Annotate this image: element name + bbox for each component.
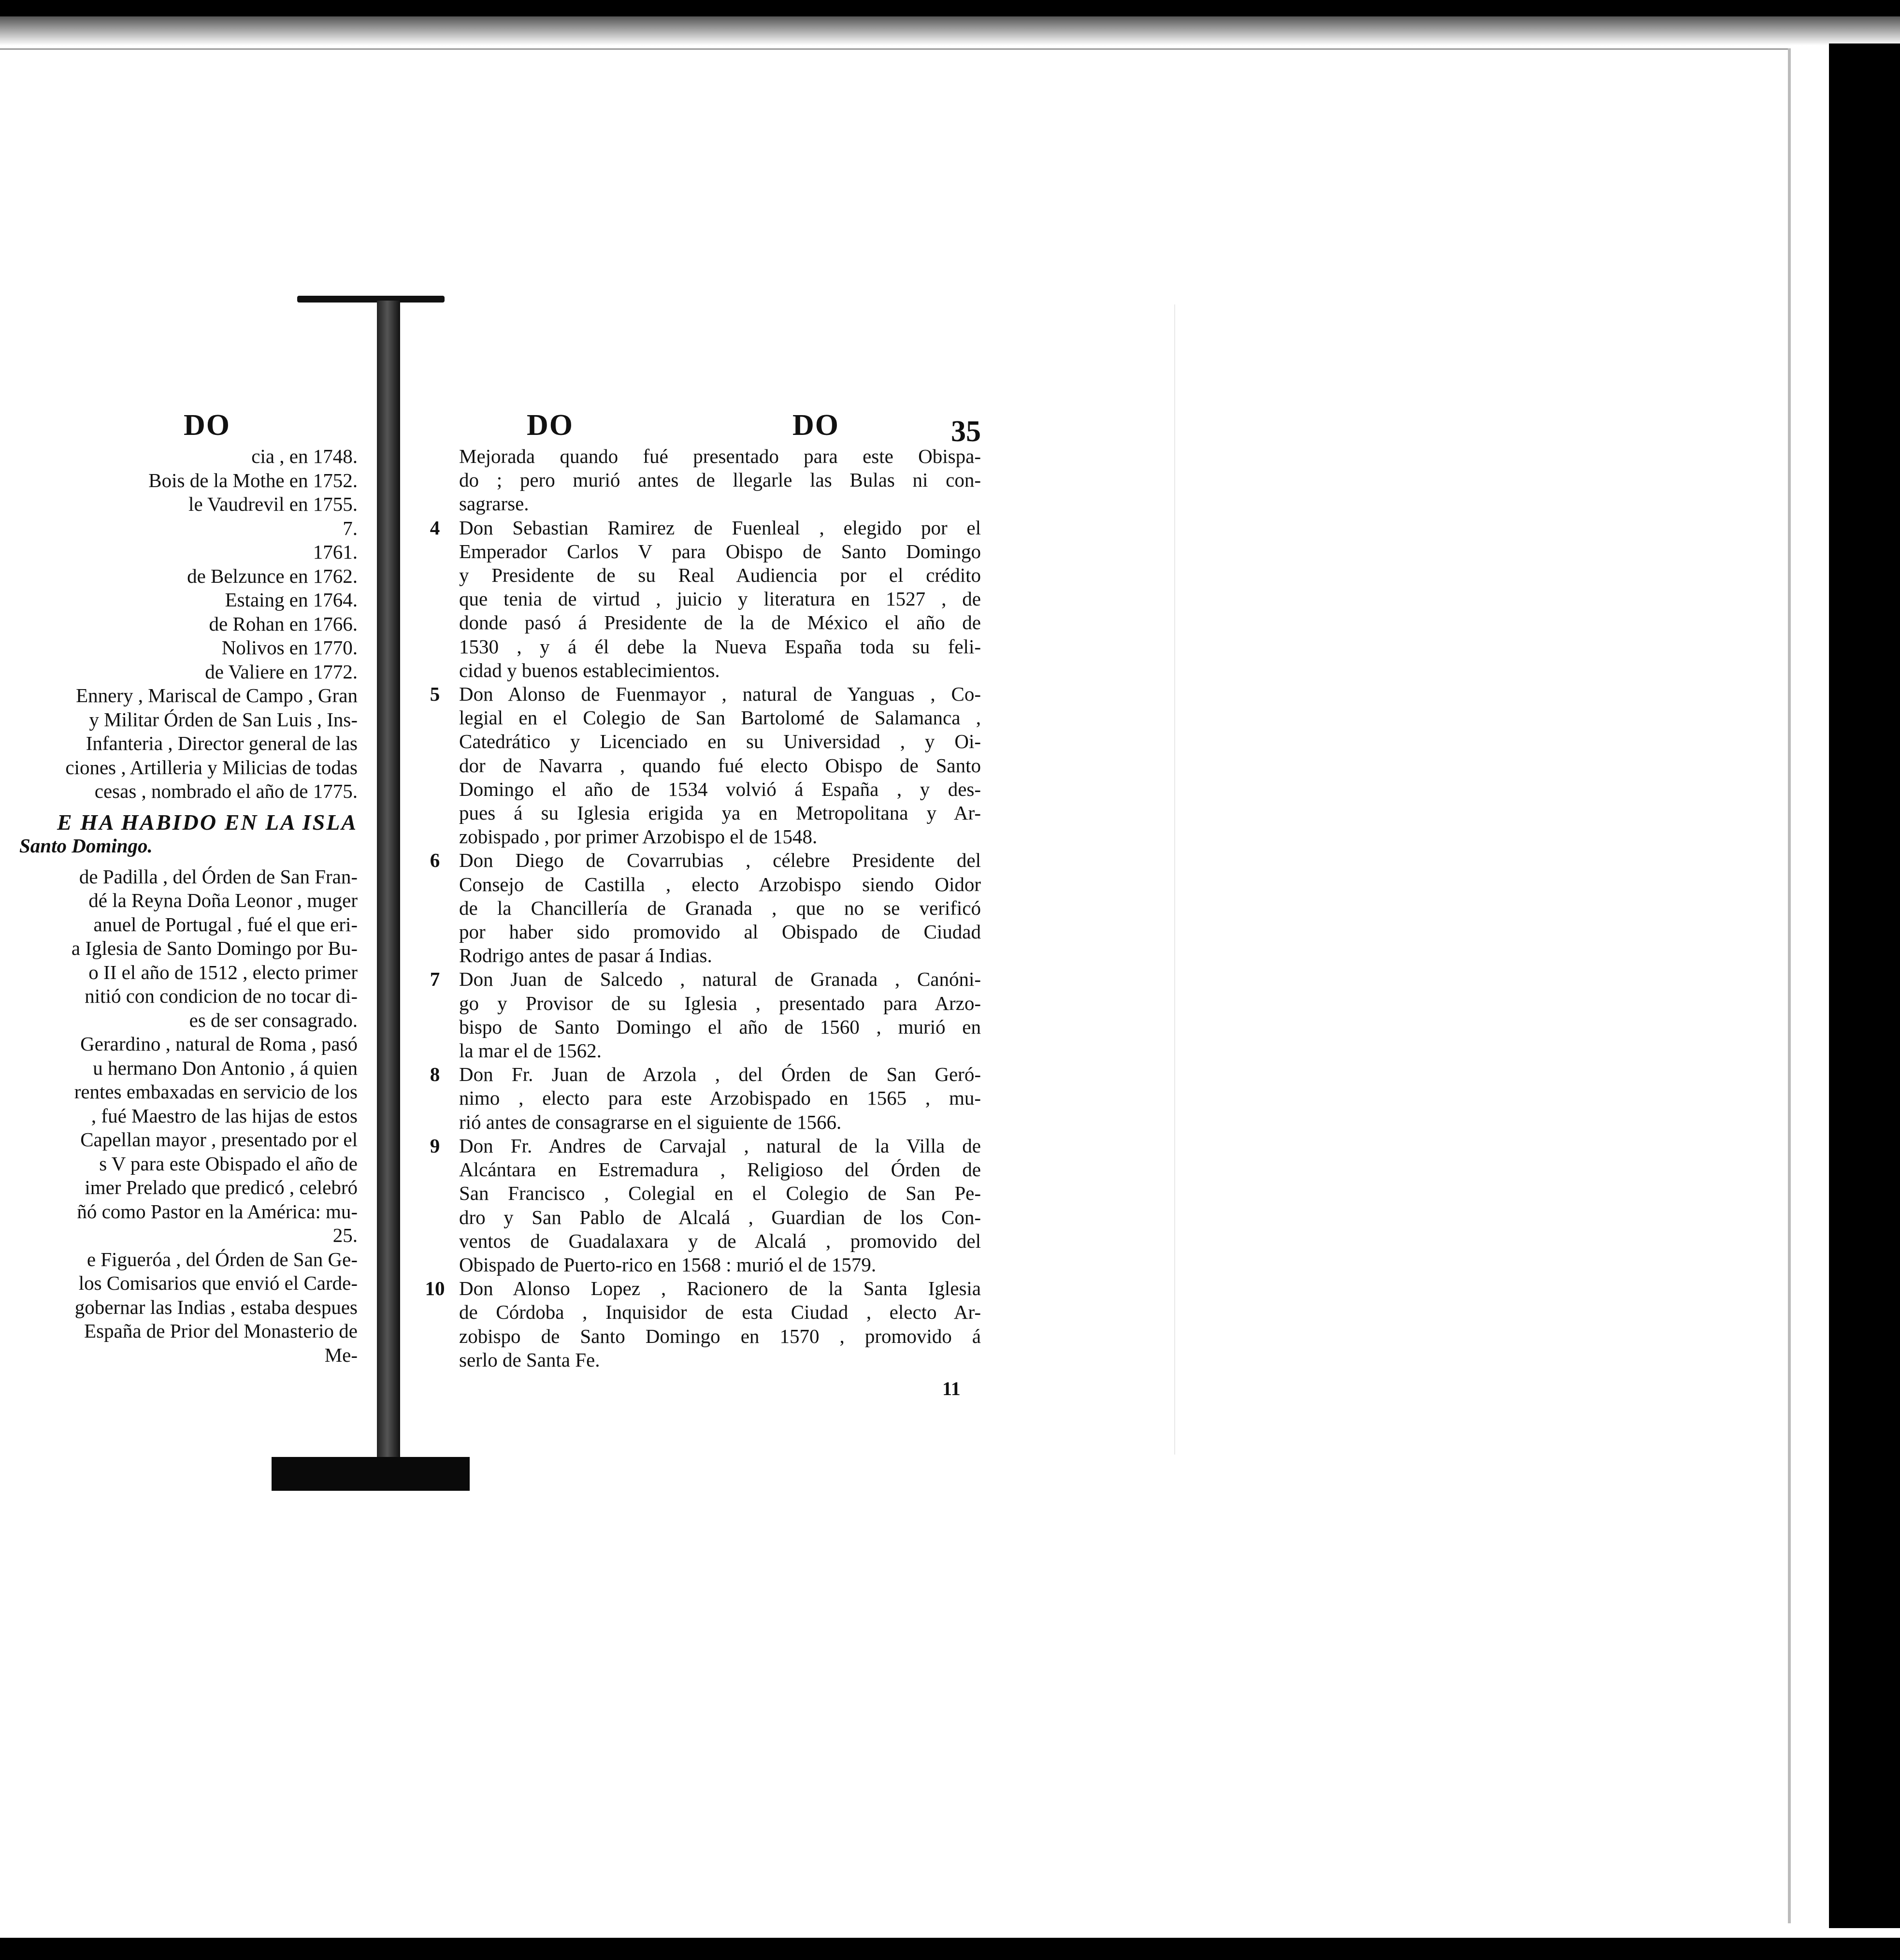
bishop-entry [416, 682, 981, 849]
scan-shadow [0, 16, 1900, 45]
left-page-list-lines [0, 445, 358, 804]
text-line: gobernar las Indias , estaba despues [74, 1296, 358, 1318]
page-edge-right [1788, 48, 1791, 1923]
text-line: Catedrático y Licenciado en su Universidad , y Oi- [459, 730, 981, 753]
text-line: Gerardino , natural de Roma , pasó [80, 1033, 358, 1055]
text-line: de Córdoba , Inquisidor de esta Ciudad , electo Ar- [459, 1301, 981, 1324]
left-section-subheading: Santo Domingo. [19, 835, 153, 857]
scan-border-right [1829, 43, 1900, 1928]
text-line: de la Chancillería de Granada , que no se verificó [459, 896, 981, 919]
text-line: Me- [324, 1343, 358, 1366]
text-line: nimo , electo para este Arzobispado en 1565 , mu- [459, 1087, 981, 1110]
text-line: Don Fr. Juan de Arzola , del Órden de San Geró- [459, 1063, 981, 1086]
text-line: Rodrigo antes de pasar á Indias. [459, 944, 712, 967]
right-page-header-left: DO [527, 409, 574, 442]
text-line: rentes embaxadas en servicio de los [74, 1081, 358, 1103]
text-line: go y Provisor de su Iglesia , presentado para Arzo- [459, 992, 981, 1014]
entry-number: 9 [430, 1134, 440, 1157]
text-line: imer Prelado que predicó , celebró [85, 1176, 358, 1198]
text-line: de Belzunce en 1762. [187, 564, 358, 587]
gutter-clamp-foot [272, 1457, 470, 1491]
scan-border-bottom [0, 1938, 1900, 1960]
text-line: 7. [343, 517, 358, 539]
text-line: Alcántara en Estremadura , Religioso del Órden de [459, 1158, 981, 1181]
text-line: 1530 , y á él debe la Nueva España toda su feli- [459, 635, 981, 658]
page-margin-right [1791, 48, 1829, 1923]
text-line: la mar el de 1562. [459, 1039, 602, 1062]
text-line: ñó como Pastor en la América: mu- [77, 1200, 358, 1223]
text-line: ventos de Guadalaxara y de Alcalá , promovido del [459, 1229, 981, 1252]
entry-number: 8 [430, 1063, 440, 1086]
text-line: dé la Reyna Doña Leonor , muger [88, 889, 358, 911]
text-line: Capellan mayor , presentado por el [80, 1128, 358, 1151]
left-page-header: DO [184, 409, 230, 442]
text-line: e Figueróa , del Órden de San Ge- [86, 1248, 358, 1270]
text-line: Domingo el año de 1534 volvió á España , y des- [459, 778, 981, 800]
bishop-entry [416, 1277, 981, 1372]
text-line: ciones , Artilleria y Milicias de todas [65, 756, 358, 778]
text-line: 25. [332, 1224, 358, 1246]
text-line: a Iglesia de Santo Domingo por Bu- [71, 937, 358, 959]
bishop-entry [416, 1063, 981, 1134]
text-line: legial en el Colegio de San Bartolomé de Salamanca , [459, 706, 981, 729]
text-line: Mejorada quando fué presentado para este Obispa- [459, 445, 981, 467]
text-line: por haber sido promovido al Obispado de Ciudad [459, 921, 981, 943]
text-line: donde pasó á Presidente de la de México el año de [459, 611, 981, 634]
text-line: Ennery , Mariscal de Campo , Gran [76, 684, 358, 706]
text-line: Bois de la Mothe en 1752. [148, 469, 358, 491]
text-line: dro y San Pablo de Alcalá , Guardian de los Con- [459, 1206, 981, 1228]
text-line: Don Alonso de Fuenmayor , natural de Yanguas , Co- [459, 683, 981, 706]
text-line: y Presidente de su Real Audiencia por el crédito [459, 564, 981, 587]
text-line: dor de Navarra , quando fué electo Obispo de Santo [459, 754, 981, 777]
text-line: Don Diego de Covarrubias , célebre Presidente del [459, 849, 981, 872]
text-line: Don Fr. Andres de Carvajal , natural de la Villa de [459, 1134, 981, 1157]
text-line: do ; pero murió antes de llegarle las Bulas ni con- [459, 469, 981, 491]
right-page-header-right: DO [792, 409, 839, 442]
bishop-entry [416, 849, 981, 967]
gutter-clamp-stem [377, 301, 400, 1470]
text-line: los Comisarios que envió el Carde- [78, 1272, 358, 1294]
text-line: cesas , nombrado el año de 1775. [94, 780, 358, 802]
text-line: cidad y buenos establecimientos. [459, 659, 720, 681]
text-line: , fué Maestro de las hijas de estos [91, 1104, 358, 1127]
text-line: s V para este Obispado el año de [99, 1152, 358, 1175]
text-line: y Militar Órden de San Luis , Ins- [89, 708, 358, 731]
text-line: Don Juan de Salcedo , natural de Granada , Canóni- [459, 968, 981, 991]
bishop-entry [416, 1134, 981, 1277]
text-line: zobispo de Santo Domingo en 1570 , promovido á [459, 1325, 981, 1347]
catchword: 11 [942, 1378, 961, 1399]
text-line: le Vaudrevil en 1755. [188, 493, 358, 515]
left-section-heading: E HA HABIDO EN LA ISLA [57, 810, 358, 834]
text-line: Infanteria , Director general de las [86, 732, 358, 754]
text-line: Obispado de Puerto-rico en 1568 : murió el de 1579. [459, 1253, 877, 1276]
text-line: anuel de Portugal , fué el que eri- [93, 913, 358, 936]
text-line: España de Prior del Monasterio de [84, 1320, 358, 1342]
page-edge-top [0, 48, 1791, 50]
text-line: sagrarse. [459, 492, 529, 515]
left-page-body [0, 865, 358, 1368]
page-number: 35 [951, 415, 981, 448]
right-page-column [416, 445, 981, 1372]
text-line: rió antes de consagrarse en el siguiente de 1566. [459, 1110, 842, 1133]
entry-number: 7 [430, 968, 440, 991]
text-line: bispo de Santo Domingo el año de 1560 , murió en [459, 1015, 981, 1038]
entry-number: 4 [430, 516, 440, 539]
text-line: de Padilla , del Órden de San Fran- [79, 865, 358, 888]
text-line: de Valiere en 1772. [205, 660, 358, 683]
scan-border-top [0, 0, 1900, 16]
text-line: 1761. [313, 541, 358, 563]
bishop-entry [416, 967, 981, 1063]
text-line: zobispado , por primer Arzobispo el de 1548. [459, 825, 818, 848]
text-line: Nolivos en 1770. [221, 636, 358, 659]
entry-number: 10 [425, 1277, 445, 1300]
text-line: Consejo de Castilla , electo Arzobispo siendo Oidor [459, 873, 981, 895]
text-line: San Francisco , Colegial en el Colegio de San Pe- [459, 1182, 981, 1205]
text-line: Don Alonso Lopez , Racionero de la Santa Iglesia [459, 1277, 981, 1300]
entry-number: 5 [430, 683, 440, 706]
text-line: de Rohan en 1766. [209, 612, 358, 635]
bishop-entry [416, 516, 981, 682]
entry-number: 6 [430, 849, 440, 872]
text-line: Estaing en 1764. [225, 589, 358, 611]
text-line: pues á su Iglesia erigida ya en Metropolitana y Ar- [459, 802, 981, 824]
text-line: u hermano Don Antonio , á quien [93, 1056, 358, 1079]
continuation-paragraph [416, 445, 981, 516]
text-line: Don Sebastian Ramirez de Fuenleal , elegido por el [459, 516, 981, 539]
text-line: nitió con condicion de no tocar di- [85, 985, 358, 1007]
left-page-column [0, 445, 358, 1367]
bishop-entries [416, 516, 981, 1372]
gutter-clamp-top [297, 296, 445, 303]
text-line: Emperador Carlos V para Obispo de Santo Domingo [459, 540, 981, 562]
text-line: serlo de Santa Fe. [459, 1348, 600, 1371]
text-line: cia , en 1748. [251, 445, 358, 467]
text-line: es de ser consagrado. [189, 1009, 358, 1031]
text-line: que tenia de virtud , juicio y literatura en 1527 , de [459, 588, 981, 610]
text-line: o II el año de 1512 , electo primer [88, 961, 358, 983]
